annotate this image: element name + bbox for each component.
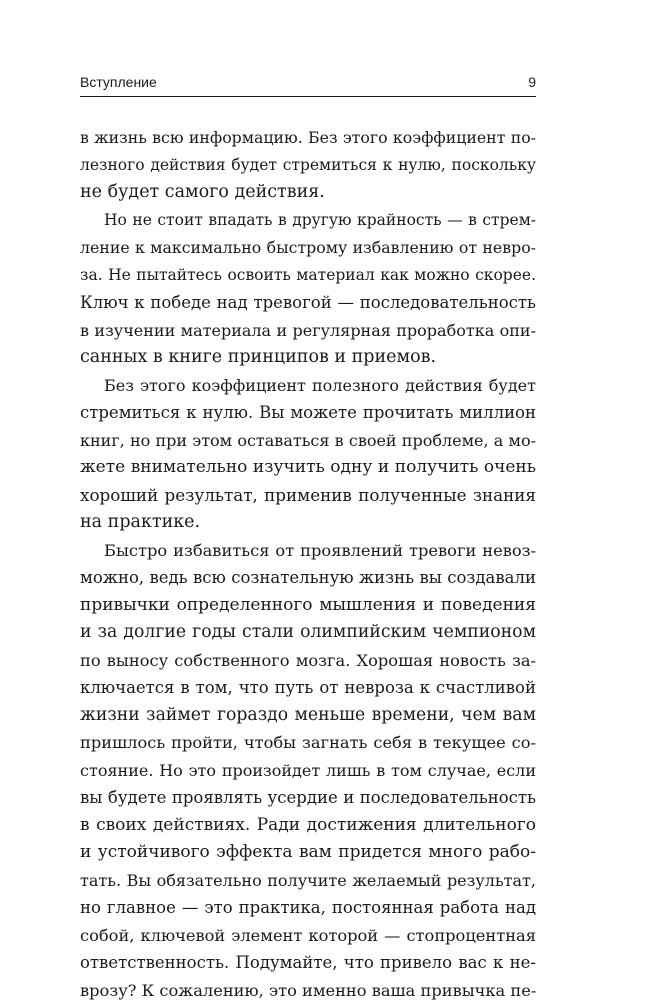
text-line: ответственность. Подумайте, что привело вас к не-: [80, 949, 536, 977]
text-line: Без этого коэффициент полезного действия будет: [80, 372, 536, 400]
section-title: Вступление: [80, 74, 157, 90]
text-line: на практике.: [80, 509, 536, 537]
text-line: в своих действиях. Ради достижения длительного: [80, 812, 536, 840]
text-line: Быстро избавиться от проявлений тревоги невоз-: [80, 537, 536, 565]
text-line: привычки определенного мышления и поведения: [80, 592, 536, 620]
text-line: врозу? К сожалению, это именно ваша привычка пе-: [80, 977, 536, 1004]
text-line: лезного действия будет стремиться к нулю, поскольку: [80, 152, 536, 180]
text-line: санных в книге принципов и приемов.: [80, 344, 536, 372]
text-line: и за долгие годы стали олимпийским чемпионом: [80, 619, 536, 647]
text-line: книг, но при этом оставаться в своей проблеме, а мо-: [80, 427, 536, 455]
text-line: тать. Вы обязательно получите желаемый результат,: [80, 867, 536, 895]
text-line: в изучении материала и регулярная проработка опи-: [80, 317, 536, 345]
text-line: но главное — это практика, постоянная работа над: [80, 894, 536, 922]
text-line: ключается в том, что путь от невроза к счастливой: [80, 674, 536, 702]
text-line: за. Не пытайтесь освоить материал как можно скорее.: [80, 262, 536, 290]
text-line: Ключ к победе над тревогой — последовательность: [80, 289, 536, 317]
text-line: стремиться к нулю. Вы можете прочитать миллион: [80, 399, 536, 427]
text-line: хороший результат, применив полученные знания: [80, 482, 536, 510]
text-line: стояние. Но это произойдет лишь в том случае, если: [80, 757, 536, 785]
text-line: жете внимательно изучить одну и получить очень: [80, 454, 536, 482]
running-head: [80, 70, 536, 97]
text-line: жизни займет гораздо меньше времени, чем вам: [80, 702, 536, 730]
text-line: Но не стоит впадать в другую крайность — в стрем-: [80, 207, 536, 235]
text-line: ление к максимально быстрому избавлению от невро-: [80, 234, 536, 262]
text-line: собой, ключевой элемент которой — стопроцентная: [80, 922, 536, 950]
body-text: [80, 124, 536, 1004]
text-line: в жизнь всю информацию. Без этого коэффициент по-: [80, 124, 536, 152]
text-line: по выносу собственного мозга. Хорошая новость за-: [80, 647, 536, 675]
text-line: пришлось пройти, чтобы загнать себя в текущее со-: [80, 729, 536, 757]
page-number: 9: [528, 74, 536, 90]
text-line: не будет самого действия.: [80, 179, 536, 207]
text-line: можно, ведь всю сознательную жизнь вы создавали: [80, 564, 536, 592]
text-line: и устойчивого эффекта вам придется много рабо-: [80, 839, 536, 867]
text-line: вы будете проявлять усердие и последовательность: [80, 784, 536, 812]
